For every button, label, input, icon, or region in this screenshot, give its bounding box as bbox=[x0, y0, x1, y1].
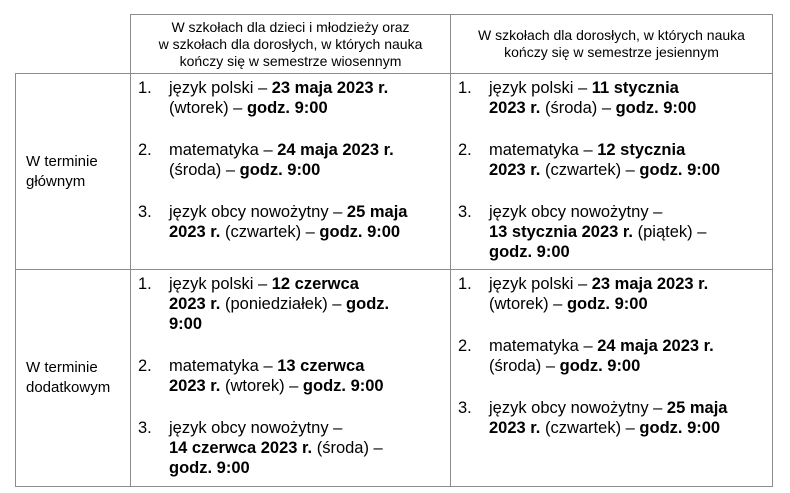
exam-date-text: godz. 9:00 bbox=[639, 419, 721, 437]
exam-date-text: 9:00 bbox=[169, 315, 203, 333]
exam-subject-text: (czwartek) – bbox=[540, 161, 640, 179]
row-label-main-term bbox=[16, 74, 131, 270]
exam-number: 2. bbox=[138, 141, 152, 159]
exam-date-text: 25 maja bbox=[346, 203, 408, 221]
exam-subject-text: (czwartek) – bbox=[540, 419, 640, 437]
exam-subject-text: (środa) – bbox=[169, 161, 240, 179]
exam-date-text: godz. 9:00 bbox=[615, 99, 697, 117]
header-line: w szkołach dla dorosłych, w których nauka bbox=[158, 35, 423, 52]
exam-date-text: 2023 r. bbox=[489, 419, 541, 437]
exam-item bbox=[138, 78, 444, 118]
row-label-additional-term bbox=[16, 270, 131, 487]
exam-item bbox=[458, 274, 766, 314]
exam-number: 1. bbox=[138, 79, 152, 97]
exam-item bbox=[138, 140, 444, 180]
exam-date-text: 2023 r. bbox=[169, 377, 221, 395]
exam-text bbox=[169, 202, 444, 242]
exam-text bbox=[169, 418, 444, 478]
exam-date-text: 23 maja 2023 r. bbox=[271, 79, 389, 97]
exam-number: 3. bbox=[458, 399, 472, 417]
exam-subject-text: (wtorek) – bbox=[489, 295, 567, 313]
exam-schedule-table bbox=[15, 14, 773, 487]
exam-date-text: 12 stycznia bbox=[597, 141, 686, 159]
exam-item bbox=[138, 356, 444, 396]
exam-item bbox=[458, 202, 766, 262]
exam-number: 2. bbox=[458, 141, 472, 159]
exam-subject-text: matematyka – bbox=[489, 337, 598, 355]
exam-date-text: godz. 9:00 bbox=[489, 243, 570, 261]
exam-date-text: 2023 r. bbox=[169, 223, 221, 241]
exam-item bbox=[138, 274, 444, 334]
exam-date-text: godz. 9:00 bbox=[319, 223, 401, 241]
exam-number: 3. bbox=[458, 203, 472, 221]
exam-date-text: godz. bbox=[346, 295, 390, 313]
exam-item bbox=[458, 398, 766, 438]
exam-text bbox=[169, 356, 444, 396]
exam-subject-text: język polski – bbox=[169, 275, 272, 293]
row-label-line: W terminie bbox=[26, 152, 98, 170]
main-term-spring-cell bbox=[131, 74, 451, 270]
exam-date-text: 2023 r. bbox=[489, 99, 541, 117]
exam-date-text: 13 czerwca bbox=[277, 357, 365, 375]
exam-subject-text: język obcy nowożytny – bbox=[169, 419, 343, 437]
corner-cell bbox=[16, 15, 131, 74]
exam-item bbox=[138, 202, 444, 242]
main-term-autumn-cell bbox=[451, 74, 773, 270]
header-line: kończy się w semestrze jesiennym bbox=[504, 44, 719, 60]
exam-subject-text: język polski – bbox=[489, 275, 592, 293]
exam-number: 2. bbox=[138, 357, 152, 375]
exam-number: 3. bbox=[138, 419, 152, 437]
exam-date-text: godz. 9:00 bbox=[559, 357, 641, 375]
additional-term-autumn-cell bbox=[451, 270, 773, 487]
exam-text bbox=[489, 398, 766, 438]
header-autumn-semester bbox=[451, 15, 773, 74]
exam-subject-text: matematyka – bbox=[489, 141, 598, 159]
exam-text bbox=[489, 78, 766, 118]
header-line: W szkołach dla dzieci i młodzieży oraz bbox=[171, 18, 410, 35]
exam-subject-text: (środa) – bbox=[540, 99, 616, 117]
exam-date-text: godz. 9:00 bbox=[239, 161, 321, 179]
exam-date-text: godz. 9:00 bbox=[302, 377, 384, 395]
row-label-line: dodatkowym bbox=[26, 379, 111, 396]
row-label-line: W terminie bbox=[26, 359, 98, 376]
exam-date-text: 23 maja 2023 r. bbox=[591, 275, 709, 293]
exam-subject-text: (czwartek) – bbox=[220, 223, 320, 241]
row-additional-term bbox=[16, 270, 773, 487]
exam-text bbox=[169, 140, 444, 180]
exam-subject-text: język polski – bbox=[489, 79, 592, 97]
exam-subject-text: język obcy nowożytny – bbox=[489, 399, 667, 417]
exam-text bbox=[169, 274, 444, 334]
exam-text bbox=[169, 78, 444, 118]
exam-subject-text: (poniedziałek) – bbox=[220, 295, 347, 313]
exam-text bbox=[489, 336, 766, 376]
exam-subject-text: (piątek) – bbox=[633, 223, 707, 241]
exam-subject-text: matematyka – bbox=[169, 141, 278, 159]
exam-number: 1. bbox=[458, 79, 472, 97]
exam-date-text: 12 czerwca bbox=[271, 275, 359, 293]
exam-item bbox=[138, 418, 444, 478]
exam-date-text: 2023 r. bbox=[489, 161, 541, 179]
exam-subject-text: język obcy nowożytny – bbox=[489, 203, 663, 221]
exam-date-text: 14 czerwca 2023 r. bbox=[169, 439, 313, 457]
exam-date-text: 2023 r. bbox=[169, 295, 221, 313]
exam-date-text: godz. 9:00 bbox=[639, 161, 721, 179]
exam-text bbox=[489, 202, 766, 262]
row-main-term bbox=[16, 74, 773, 270]
exam-date-text: 24 maja 2023 r. bbox=[277, 141, 394, 159]
exam-text bbox=[489, 274, 766, 314]
exam-subject-text: język polski – bbox=[169, 79, 272, 97]
exam-date-text: 13 stycznia 2023 r. bbox=[489, 223, 634, 241]
exam-text bbox=[489, 140, 766, 180]
header-spring-semester bbox=[131, 15, 451, 74]
exam-number: 2. bbox=[458, 337, 472, 355]
exam-date-text: 11 stycznia bbox=[591, 79, 679, 97]
exam-item bbox=[458, 140, 766, 180]
exam-date-text: godz. 9:00 bbox=[566, 295, 648, 313]
exam-subject-text: język obcy nowożytny – bbox=[169, 203, 347, 221]
exam-item bbox=[458, 78, 766, 118]
exam-date-text: 24 maja 2023 r. bbox=[597, 337, 714, 355]
exam-subject-text: (środa) – bbox=[312, 439, 383, 457]
exam-number: 1. bbox=[138, 275, 152, 293]
additional-term-spring-cell bbox=[131, 270, 451, 487]
exam-date-text: 25 maja bbox=[666, 399, 728, 417]
row-label-line: głównym bbox=[26, 172, 86, 190]
exam-subject-text: (środa) – bbox=[489, 357, 560, 375]
exam-date-text: godz. 9:00 bbox=[169, 459, 250, 477]
exam-date-text: godz. 9:00 bbox=[246, 99, 328, 117]
header-line: kończy się w semestrze wiosennym bbox=[179, 52, 402, 69]
exam-subject-text: matematyka – bbox=[169, 357, 278, 375]
exam-subject-text: (wtorek) – bbox=[169, 99, 247, 117]
exam-number: 3. bbox=[138, 203, 152, 221]
exam-subject-text: (wtorek) – bbox=[220, 377, 303, 395]
exam-item bbox=[458, 336, 766, 376]
header-row bbox=[16, 15, 773, 74]
header-line: W szkołach dla dorosłych, w których nauka bbox=[478, 27, 745, 43]
exam-number: 1. bbox=[458, 275, 472, 293]
